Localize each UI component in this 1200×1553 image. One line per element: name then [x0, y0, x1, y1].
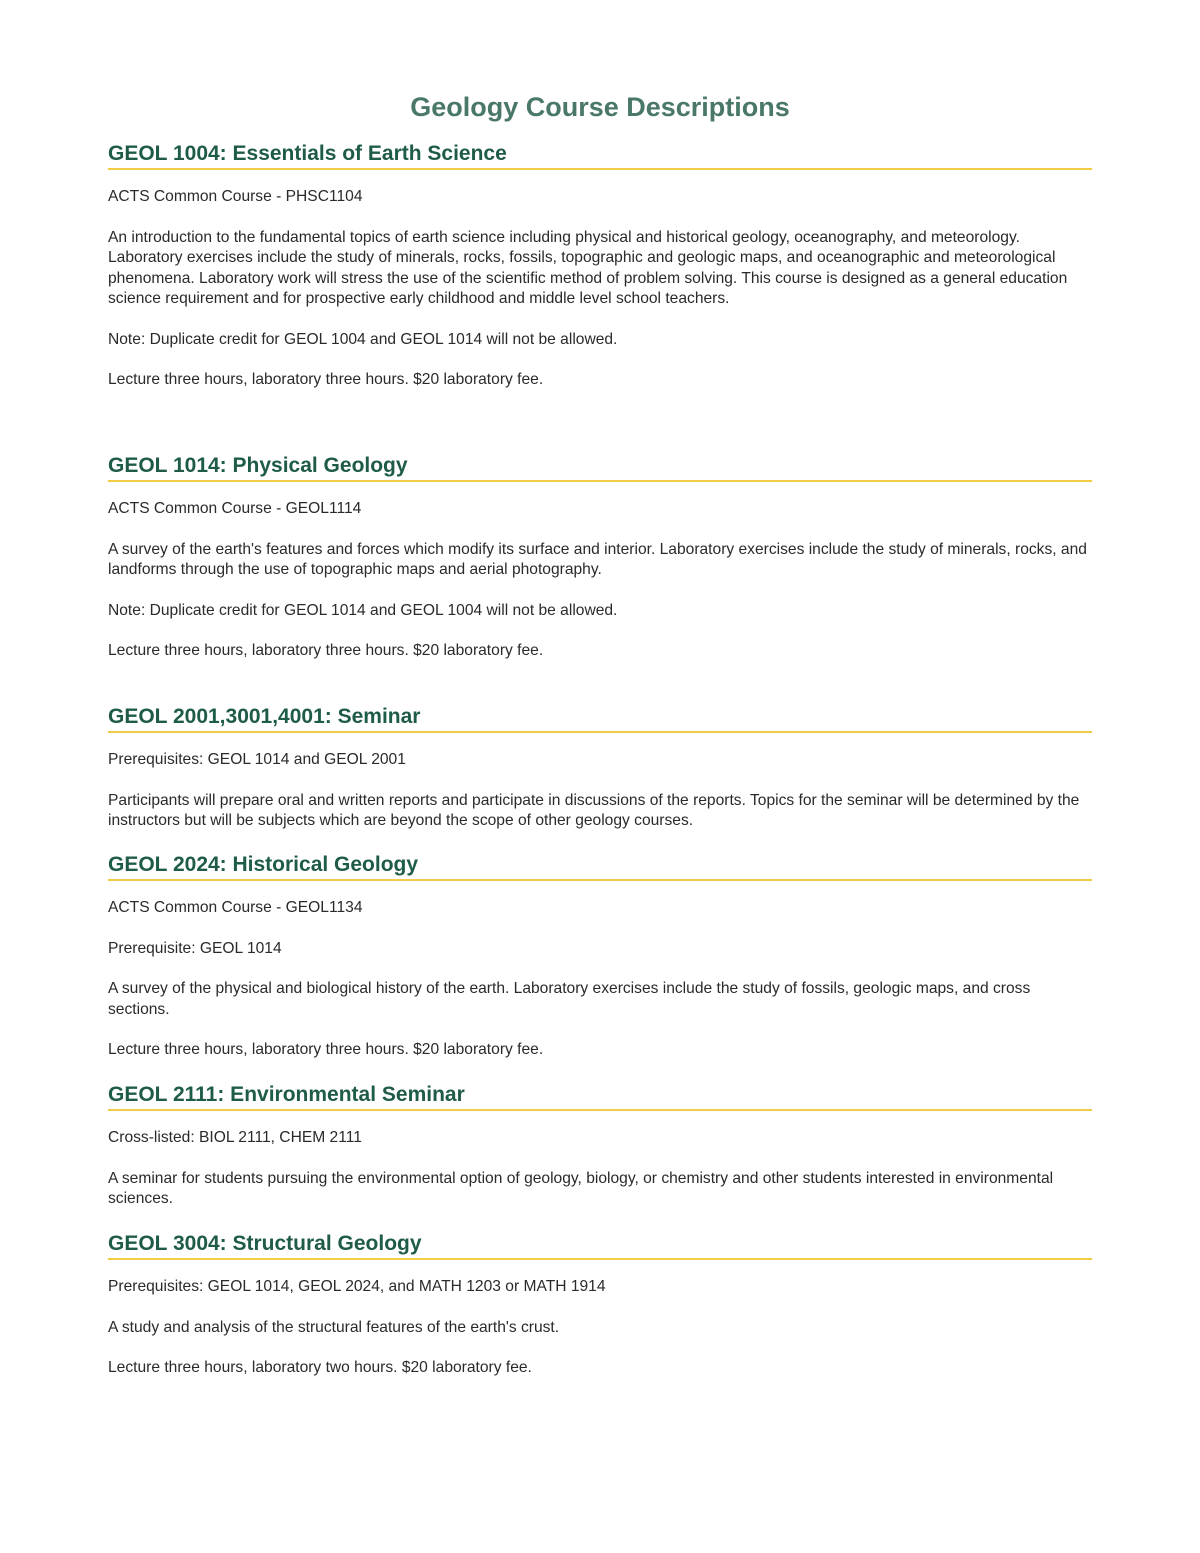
course-body — [108, 898, 1092, 1061]
course-hours: Lecture three hours, laboratory two hours. $20 laboratory fee. — [108, 1359, 532, 1376]
course-heading: GEOL 2111: Environmental Seminar — [108, 1082, 1092, 1111]
course-heading: GEOL 2024: Historical Geology — [108, 852, 1092, 881]
course-description: Participants will prepare oral and written reports and participate in discussions of the reports. Topics for the seminar will be determined by the instructors but will be subjects which are beyond the scope of other geology courses. — [108, 791, 1080, 829]
course-geol-1004 — [108, 141, 1092, 391]
course-heading: GEOL 2001,3001,4001: Seminar — [108, 704, 1092, 733]
course-hours: Lecture three hours, laboratory three hours. $20 laboratory fee. — [108, 371, 544, 388]
course-note: Note: Duplicate credit for GEOL 1014 and GEOL 1004 will not be allowed. — [108, 601, 618, 619]
course-heading: GEOL 3004: Structural Geology — [108, 1231, 1092, 1260]
course-geol-3004 — [108, 1231, 1092, 1379]
prerequisites-line: Prerequisites: GEOL 1014 and GEOL 2001 — [108, 751, 406, 768]
acts-course-line: ACTS Common Course - PHSC1104 — [108, 188, 363, 205]
prerequisites-line: Prerequisites: GEOL 1014, GEOL 2024, and MATH 1203 or MATH 1914 — [108, 1278, 606, 1295]
page-title: Geology Course Descriptions — [410, 92, 790, 122]
course-body — [108, 499, 1092, 662]
course-description: An introduction to the fundamental topics of earth science including physical and historical geology, oceanography, and meteorology. Laboratory exercises include the study of minerals, rocks, fossils, topographic and geologic maps, and oceanographic and meteorological phenomena. Laboratory work will stress the use of the scientific method of problem solving. This course is designed as a general education science requirement and for prospective early childhood and middle level school teachers. — [108, 228, 1068, 307]
course-hours: Lecture three hours, laboratory three hours. $20 laboratory fee. — [108, 1041, 544, 1058]
course-geol-seminar — [108, 704, 1092, 832]
course-geol-2024 — [108, 852, 1092, 1061]
course-body — [108, 187, 1092, 391]
cross-listed-line: Cross-listed: BIOL 2111, CHEM 2111 — [108, 1129, 362, 1146]
course-description: A seminar for students pursuing the environmental option of geology, biology, or chemistry and other students interested in environmental sciences. — [108, 1169, 1054, 1207]
course-heading: GEOL 1014: Physical Geology — [108, 453, 1092, 482]
prerequisites-line: Prerequisite: GEOL 1014 — [108, 939, 282, 957]
course-geol-1014 — [108, 453, 1092, 662]
course-body — [108, 1128, 1092, 1210]
course-hours: Lecture three hours, laboratory three hours. $20 laboratory fee. — [108, 642, 544, 659]
course-description: A survey of the earth's features and forces which modify its surface and interior. Laboratory exercises include the study of minerals, rocks, and landforms through the use of topographic maps and aerial photography. — [108, 540, 1087, 578]
course-note: Note: Duplicate credit for GEOL 1004 and GEOL 1014 will not be allowed. — [108, 330, 618, 348]
course-geol-2111 — [108, 1082, 1092, 1210]
acts-course-line: ACTS Common Course - GEOL1114 — [108, 500, 362, 517]
course-description: A study and analysis of the structural features of the earth's crust. — [108, 1318, 560, 1336]
course-heading: GEOL 1004: Essentials of Earth Science — [108, 141, 1092, 170]
course-description: A survey of the physical and biological history of the earth. Laboratory exercises include the study of fossils, geologic maps, and cross sections. — [108, 980, 1031, 1018]
acts-course-line: ACTS Common Course - GEOL1134 — [108, 899, 363, 916]
course-body — [108, 750, 1092, 832]
course-body — [108, 1277, 1092, 1379]
